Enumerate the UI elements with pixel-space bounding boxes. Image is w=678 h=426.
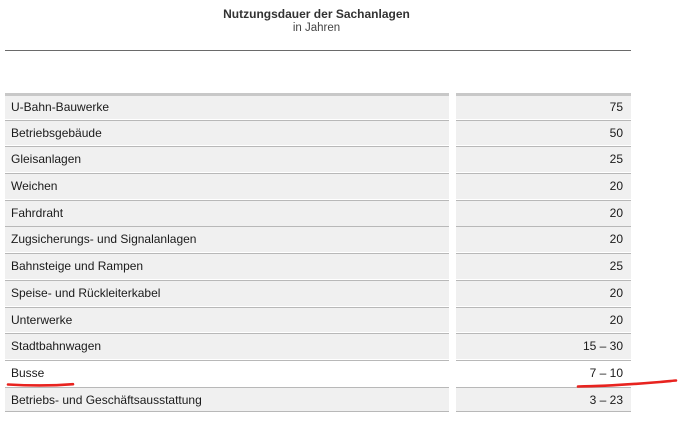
row-label: Weichen <box>5 173 449 199</box>
row-value: 25 <box>456 146 631 172</box>
row-label: Speise- und Rückleiterkabel <box>5 280 449 306</box>
page-title: Nutzungsdauer der Sachanlagen <box>223 7 410 21</box>
table-row <box>5 146 631 172</box>
table-row <box>5 226 631 252</box>
row-label: Busse <box>5 360 449 386</box>
row-value: 75 <box>456 93 631 119</box>
table-row <box>5 93 631 119</box>
row-label: Gleisanlagen <box>5 146 449 172</box>
table-row <box>5 200 631 226</box>
row-label: Betriebsgebäude <box>5 120 449 146</box>
row-value: 7 – 10 <box>456 360 631 386</box>
table-row <box>5 120 631 146</box>
row-value: 20 <box>456 226 631 252</box>
row-label: Unterwerke <box>5 307 449 333</box>
row-label: Bahnsteige und Rampen <box>5 253 449 279</box>
row-value: 50 <box>456 120 631 146</box>
row-label: Zugsicherungs- und Signalanlagen <box>5 226 449 252</box>
header-divider <box>5 50 631 51</box>
row-label: U-Bahn-Bauwerke <box>5 93 449 119</box>
row-value: 20 <box>456 173 631 199</box>
row-label: Fahrdraht <box>5 200 449 226</box>
table-row <box>5 333 631 359</box>
row-value: 20 <box>456 280 631 306</box>
table-row-highlighted <box>5 360 631 386</box>
table-row <box>5 387 631 413</box>
row-value: 15 – 30 <box>456 333 631 359</box>
table-row <box>5 173 631 199</box>
row-value: 20 <box>456 200 631 226</box>
table-row <box>5 253 631 279</box>
row-value: 25 <box>456 253 631 279</box>
table-row <box>5 280 631 306</box>
page-subtitle: in Jahren <box>292 22 341 34</box>
row-label: Stadtbahnwagen <box>5 333 449 359</box>
row-value: 20 <box>456 307 631 333</box>
table-row <box>5 307 631 333</box>
row-label: Betriebs- und Geschäftsausstattung <box>5 387 449 413</box>
data-table <box>5 93 631 413</box>
row-value: 3 – 23 <box>456 387 631 413</box>
